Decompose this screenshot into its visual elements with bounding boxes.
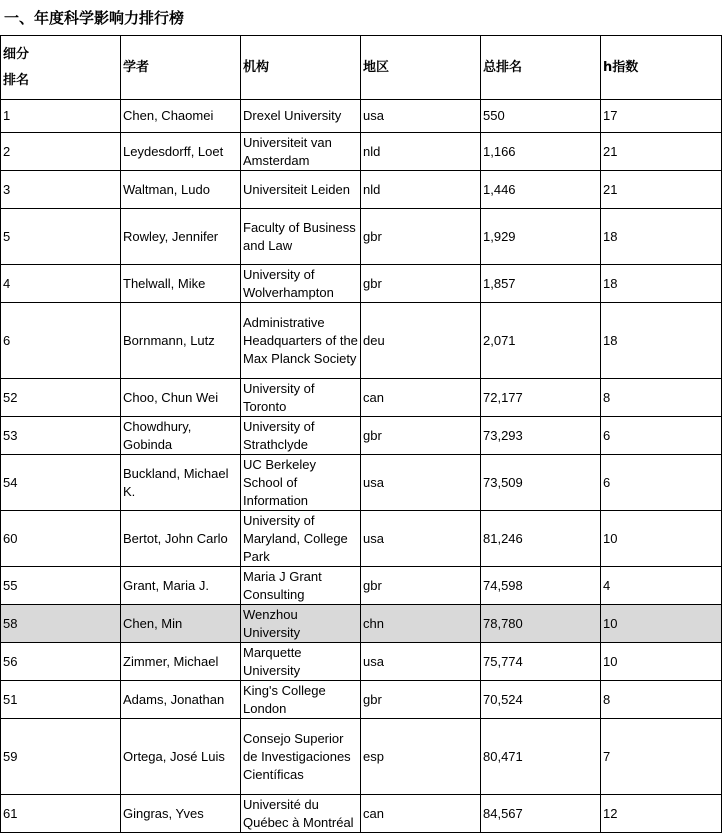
- cell-scholar[interactable]: Waltman, Ludo: [121, 171, 241, 209]
- cell-total-rank[interactable]: 80,471: [481, 719, 601, 795]
- cell-h-index[interactable]: 12: [601, 795, 722, 833]
- table-row: [1, 605, 722, 643]
- cell-total-rank[interactable]: 70,524: [481, 681, 601, 719]
- header-scholar[interactable]: 学者: [121, 36, 241, 100]
- header-total-rank[interactable]: 总排名: [481, 36, 601, 100]
- cell-institution[interactable]: Maria J Grant Consulting: [241, 567, 361, 605]
- cell-region[interactable]: chn: [361, 605, 481, 643]
- cell-h-index[interactable]: 6: [601, 455, 722, 511]
- cell-institution[interactable]: Drexel University: [241, 100, 361, 133]
- cell-region[interactable]: gbr: [361, 681, 481, 719]
- header-institution[interactable]: 机构: [241, 36, 361, 100]
- cell-institution[interactable]: Université du Québec à Montréal: [241, 795, 361, 833]
- cell-h-index[interactable]: 10: [601, 643, 722, 681]
- cell-institution[interactable]: Universiteit van Amsterdam: [241, 133, 361, 171]
- cell-total-rank[interactable]: 1,446: [481, 171, 601, 209]
- cell-rank[interactable]: 58: [1, 605, 121, 643]
- cell-rank[interactable]: 4: [1, 265, 121, 303]
- cell-h-index[interactable]: 18: [601, 209, 722, 265]
- cell-total-rank[interactable]: 1,166: [481, 133, 601, 171]
- cell-rank[interactable]: 60: [1, 511, 121, 567]
- cell-rank[interactable]: 52: [1, 379, 121, 417]
- cell-scholar[interactable]: Bertot, John Carlo: [121, 511, 241, 567]
- cell-institution[interactable]: Faculty of Business and Law: [241, 209, 361, 265]
- cell-scholar[interactable]: Zimmer, Michael: [121, 643, 241, 681]
- cell-total-rank[interactable]: 72,177: [481, 379, 601, 417]
- cell-region[interactable]: gbr: [361, 417, 481, 455]
- header-rank[interactable]: [1, 36, 121, 100]
- cell-rank[interactable]: 2: [1, 133, 121, 171]
- cell-h-index[interactable]: 8: [601, 681, 722, 719]
- cell-institution[interactable]: Marquette University: [241, 643, 361, 681]
- cell-institution[interactable]: University of Strathclyde: [241, 417, 361, 455]
- cell-rank[interactable]: 55: [1, 567, 121, 605]
- cell-rank[interactable]: 51: [1, 681, 121, 719]
- cell-rank[interactable]: 53: [1, 417, 121, 455]
- cell-region[interactable]: usa: [361, 511, 481, 567]
- table-row: [1, 303, 722, 379]
- cell-h-index[interactable]: 10: [601, 511, 722, 567]
- cell-region[interactable]: esp: [361, 719, 481, 795]
- table-row: [1, 209, 722, 265]
- header-rank-line1: 细分: [3, 46, 30, 62]
- cell-institution[interactable]: Wenzhou University: [241, 605, 361, 643]
- table-row: [1, 417, 722, 455]
- cell-scholar[interactable]: Buckland, Michael K.: [121, 455, 241, 511]
- header-h-index[interactable]: h指数: [601, 36, 722, 100]
- cell-h-index[interactable]: 21: [601, 171, 722, 209]
- cell-institution[interactable]: King's College London: [241, 681, 361, 719]
- table-row: [1, 681, 722, 719]
- cell-scholar[interactable]: Chowdhury, Gobinda: [121, 417, 241, 455]
- table-row: [1, 171, 722, 209]
- cell-scholar[interactable]: Bornmann, Lutz: [121, 303, 241, 379]
- cell-h-index[interactable]: 6: [601, 417, 722, 455]
- cell-scholar[interactable]: Chen, Chaomei: [121, 100, 241, 133]
- cell-total-rank[interactable]: 1,929: [481, 209, 601, 265]
- sheet-title: 一、年度科学影响力排行榜: [4, 9, 185, 27]
- cell-scholar[interactable]: Chen, Min: [121, 605, 241, 643]
- cell-total-rank[interactable]: 74,598: [481, 567, 601, 605]
- cell-institution[interactable]: University of Maryland, College Park: [241, 511, 361, 567]
- header-rank-line2: 排名: [3, 72, 30, 88]
- cell-scholar[interactable]: Ortega, José Luis: [121, 719, 241, 795]
- cell-region[interactable]: nld: [361, 171, 481, 209]
- cell-scholar[interactable]: Gingras, Yves: [121, 795, 241, 833]
- cell-region[interactable]: gbr: [361, 209, 481, 265]
- cell-region[interactable]: nld: [361, 133, 481, 171]
- table-row: [1, 455, 722, 511]
- table-row: [1, 643, 722, 681]
- cell-rank[interactable]: 61: [1, 795, 121, 833]
- cell-institution[interactable]: Administrative Headquarters of the Max Planck Society: [241, 303, 361, 379]
- header-row: [1, 36, 722, 100]
- cell-rank[interactable]: 56: [1, 643, 121, 681]
- cell-total-rank[interactable]: 73,293: [481, 417, 601, 455]
- table-row: [1, 511, 722, 567]
- cell-region[interactable]: usa: [361, 455, 481, 511]
- cell-institution[interactable]: Consejo Superior de Investigaciones Científicas: [241, 719, 361, 795]
- table-row: [1, 379, 722, 417]
- cell-total-rank[interactable]: 81,246: [481, 511, 601, 567]
- cell-institution[interactable]: UC Berkeley School of Information: [241, 455, 361, 511]
- cell-rank[interactable]: 6: [1, 303, 121, 379]
- cell-rank[interactable]: 1: [1, 100, 121, 133]
- cell-scholar[interactable]: Rowley, Jennifer: [121, 209, 241, 265]
- cell-total-rank[interactable]: 550: [481, 100, 601, 133]
- cell-total-rank[interactable]: 75,774: [481, 643, 601, 681]
- table-row: [1, 133, 722, 171]
- table-row: [1, 567, 722, 605]
- cell-scholar[interactable]: Choo, Chun Wei: [121, 379, 241, 417]
- cell-h-index[interactable]: 7: [601, 719, 722, 795]
- cell-rank[interactable]: 54: [1, 455, 121, 511]
- cell-total-rank[interactable]: 78,780: [481, 605, 601, 643]
- table-row: [1, 795, 722, 833]
- cell-scholar[interactable]: Thelwall, Mike: [121, 265, 241, 303]
- cell-total-rank[interactable]: 73,509: [481, 455, 601, 511]
- cell-rank[interactable]: 59: [1, 719, 121, 795]
- cell-h-index[interactable]: 17: [601, 100, 722, 133]
- cell-h-index[interactable]: 18: [601, 265, 722, 303]
- header-region[interactable]: 地区: [361, 36, 481, 100]
- cell-region[interactable]: deu: [361, 303, 481, 379]
- cell-region[interactable]: gbr: [361, 265, 481, 303]
- cell-h-index[interactable]: 18: [601, 303, 722, 379]
- cell-h-index[interactable]: 21: [601, 133, 722, 171]
- cell-rank[interactable]: 5: [1, 209, 121, 265]
- cell-region[interactable]: can: [361, 795, 481, 833]
- cell-h-index[interactable]: 10: [601, 605, 722, 643]
- cell-total-rank[interactable]: 1,857: [481, 265, 601, 303]
- cell-institution[interactable]: University of Wolverhampton: [241, 265, 361, 303]
- cell-total-rank[interactable]: 2,071: [481, 303, 601, 379]
- ranking-table: [0, 35, 722, 833]
- cell-h-index[interactable]: 8: [601, 379, 722, 417]
- table-row: [1, 719, 722, 795]
- cell-rank[interactable]: 3: [1, 171, 121, 209]
- cell-region[interactable]: usa: [361, 100, 481, 133]
- table-row: [1, 265, 722, 303]
- cell-total-rank[interactable]: 84,567: [481, 795, 601, 833]
- cell-region[interactable]: can: [361, 379, 481, 417]
- cell-region[interactable]: gbr: [361, 567, 481, 605]
- cell-institution[interactable]: University of Toronto: [241, 379, 361, 417]
- cell-scholar[interactable]: Adams, Jonathan: [121, 681, 241, 719]
- cell-scholar[interactable]: Leydesdorff, Loet: [121, 133, 241, 171]
- cell-h-index[interactable]: 4: [601, 567, 722, 605]
- cell-scholar[interactable]: Grant, Maria J.: [121, 567, 241, 605]
- table-row: [1, 100, 722, 133]
- cell-region[interactable]: usa: [361, 643, 481, 681]
- cell-institution[interactable]: Universiteit Leiden: [241, 171, 361, 209]
